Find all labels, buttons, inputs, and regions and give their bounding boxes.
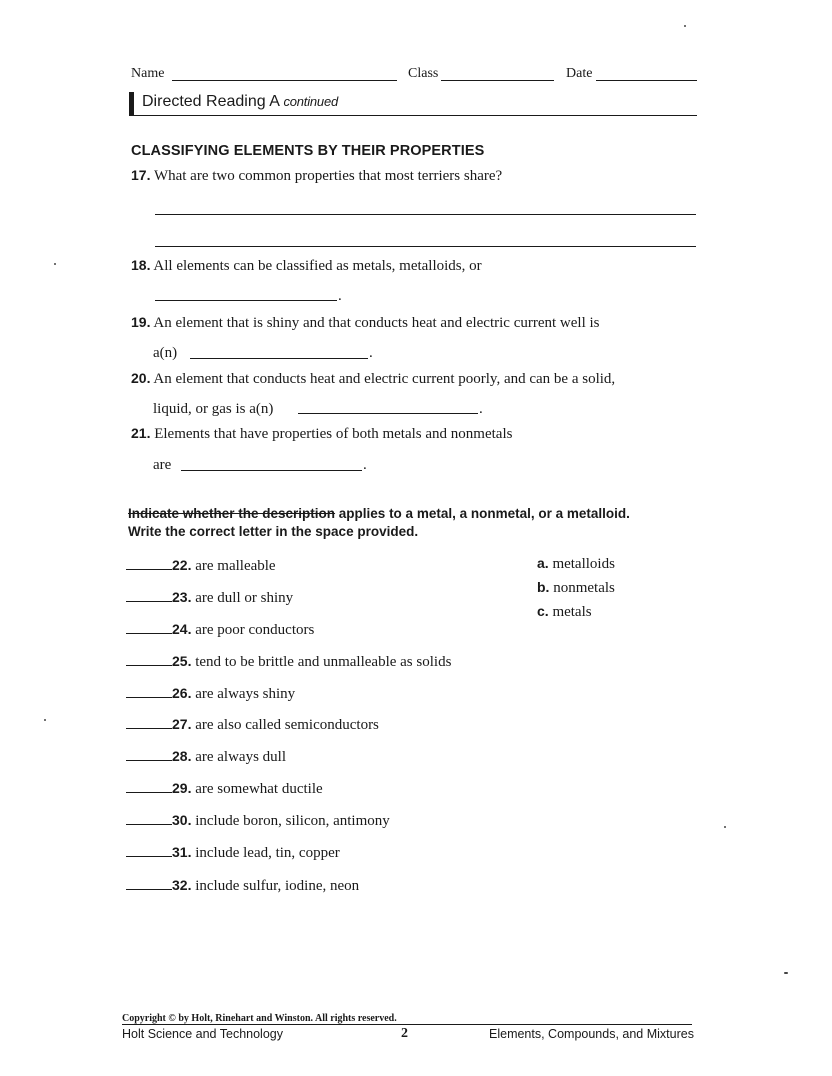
- period-18: .: [338, 288, 342, 304]
- item-number: 29.: [172, 780, 192, 796]
- match-item-22[interactable]: [126, 555, 276, 575]
- date-label: Date: [566, 66, 593, 81]
- item-number: 32.: [172, 877, 192, 893]
- name-field[interactable]: [172, 80, 397, 81]
- match-item-32[interactable]: [126, 875, 359, 895]
- class-label: Class: [408, 66, 439, 81]
- question-number: 18.: [131, 257, 151, 273]
- match-item-23[interactable]: [126, 587, 293, 607]
- item-number: 28.: [172, 748, 192, 764]
- footer-chapter: Elements, Compounds, and Mixtures: [489, 1027, 694, 1041]
- question-18: [131, 257, 482, 275]
- item-text: include sulfur, iodine, neon: [195, 878, 360, 894]
- footer-publisher: Holt Science and Technology: [122, 1027, 283, 1041]
- date-field[interactable]: [596, 80, 697, 81]
- item-text: are malleable: [195, 558, 276, 574]
- item-text: include lead, tin, copper: [195, 845, 340, 861]
- match-item-30[interactable]: [126, 810, 390, 830]
- option-text: nonmetals: [553, 580, 615, 596]
- instructions-line-1: [128, 506, 630, 521]
- match-item-26[interactable]: [126, 683, 295, 703]
- question-text: All elements can be classified as metals, metalloids, or: [153, 258, 482, 274]
- instructions-rest: applies to a metal, a nonmetal, or a metalloid.: [335, 506, 630, 521]
- class-field[interactable]: [441, 80, 554, 81]
- page-title: [142, 93, 338, 111]
- answer-line-18[interactable]: [155, 300, 337, 301]
- title-rule: [129, 115, 697, 116]
- question-21-cont: are: [153, 457, 172, 473]
- answer-line-21[interactable]: [181, 470, 362, 471]
- section-title: CLASSIFYING ELEMENTS BY THEIR PROPERTIES: [131, 143, 485, 159]
- question-number: 20.: [131, 370, 151, 386]
- answer-blank[interactable]: [126, 555, 172, 570]
- scan-speck: [784, 972, 788, 974]
- answer-line-19[interactable]: [190, 358, 368, 359]
- option-text: metalloids: [552, 556, 615, 572]
- item-text: are dull or shiny: [195, 590, 294, 606]
- option-letter: b.: [537, 579, 550, 595]
- item-number: 25.: [172, 653, 192, 669]
- instructions-struck: Indicate whether the description: [128, 506, 336, 521]
- match-item-25[interactable]: [126, 651, 451, 671]
- answer-blank[interactable]: [126, 714, 172, 729]
- period-21: .: [363, 457, 367, 473]
- question-text: An element that is shiny and that conducts heat and electric current well is: [153, 315, 600, 331]
- match-item-29[interactable]: [126, 778, 323, 798]
- item-number: 23.: [172, 589, 192, 605]
- answer-line-20[interactable]: [298, 413, 478, 414]
- question-number: 17.: [131, 167, 151, 183]
- option-letter: a.: [537, 555, 549, 571]
- item-number: 26.: [172, 685, 192, 701]
- question-20-cont: liquid, or gas is a(n): [153, 401, 274, 417]
- question-17: [131, 167, 502, 185]
- item-number: 31.: [172, 844, 192, 860]
- title-bar-mark: [129, 92, 134, 116]
- answer-blank[interactable]: [126, 842, 172, 857]
- question-text: What are two common properties that most terriers share?: [153, 168, 503, 184]
- match-item-24[interactable]: [126, 619, 314, 639]
- answer-line-17b[interactable]: [155, 246, 696, 247]
- item-text: are always shiny: [195, 686, 296, 702]
- item-text: are always dull: [195, 749, 287, 765]
- scan-speck: [724, 826, 726, 828]
- question-text: Elements that have properties of both metals and nonmetals: [154, 426, 513, 442]
- name-label: Name: [131, 66, 165, 81]
- option-letter: c.: [537, 603, 549, 619]
- footer-rule: [122, 1024, 692, 1025]
- scan-speck: [54, 263, 56, 265]
- question-number: 19.: [131, 314, 151, 330]
- footer-page-number: 2: [401, 1026, 408, 1041]
- answer-line-17a[interactable]: [155, 214, 696, 215]
- item-number: 24.: [172, 621, 192, 637]
- answer-blank[interactable]: [126, 746, 172, 761]
- scan-speck: [684, 25, 686, 27]
- option-b: [537, 579, 615, 597]
- answer-blank[interactable]: [126, 619, 172, 634]
- match-item-28[interactable]: [126, 746, 286, 766]
- page-title-suffix: continued: [283, 94, 339, 109]
- option-text: metals: [552, 604, 592, 620]
- answer-blank[interactable]: [126, 778, 172, 793]
- answer-blank[interactable]: [126, 810, 172, 825]
- answer-blank[interactable]: [126, 587, 172, 602]
- question-19-cont: a(n): [153, 345, 178, 361]
- footer-copyright: Copyright © by Holt, Rinehart and Winston. All rights reserved.: [122, 1013, 397, 1024]
- item-text: are somewhat ductile: [195, 781, 323, 797]
- item-number: 30.: [172, 812, 192, 828]
- period-20: .: [479, 401, 483, 417]
- period-19: .: [369, 345, 373, 361]
- instructions-line-2: Write the correct letter in the space provided.: [128, 524, 419, 539]
- item-number: 27.: [172, 716, 192, 732]
- match-item-31[interactable]: [126, 842, 340, 862]
- item-text: include boron, silicon, antimony: [195, 813, 390, 829]
- option-c: [537, 603, 592, 621]
- question-21: [131, 425, 512, 443]
- match-item-27[interactable]: [126, 714, 379, 734]
- question-number: 21.: [131, 425, 151, 441]
- scan-speck: [44, 719, 46, 721]
- answer-blank[interactable]: [126, 683, 172, 698]
- item-number: 22.: [172, 557, 192, 573]
- item-text: are also called semiconductors: [195, 717, 379, 733]
- item-text: tend to be brittle and unmalleable as solids: [195, 654, 452, 670]
- question-19: [131, 314, 600, 332]
- page-title-main: Directed Reading A: [142, 93, 279, 110]
- question-20: [131, 370, 615, 388]
- answer-blank[interactable]: [126, 875, 172, 890]
- answer-blank[interactable]: [126, 651, 172, 666]
- item-text: are poor conductors: [195, 622, 315, 638]
- question-text: An element that conducts heat and electric current poorly, and can be a solid,: [153, 371, 616, 387]
- option-a: [537, 555, 615, 573]
